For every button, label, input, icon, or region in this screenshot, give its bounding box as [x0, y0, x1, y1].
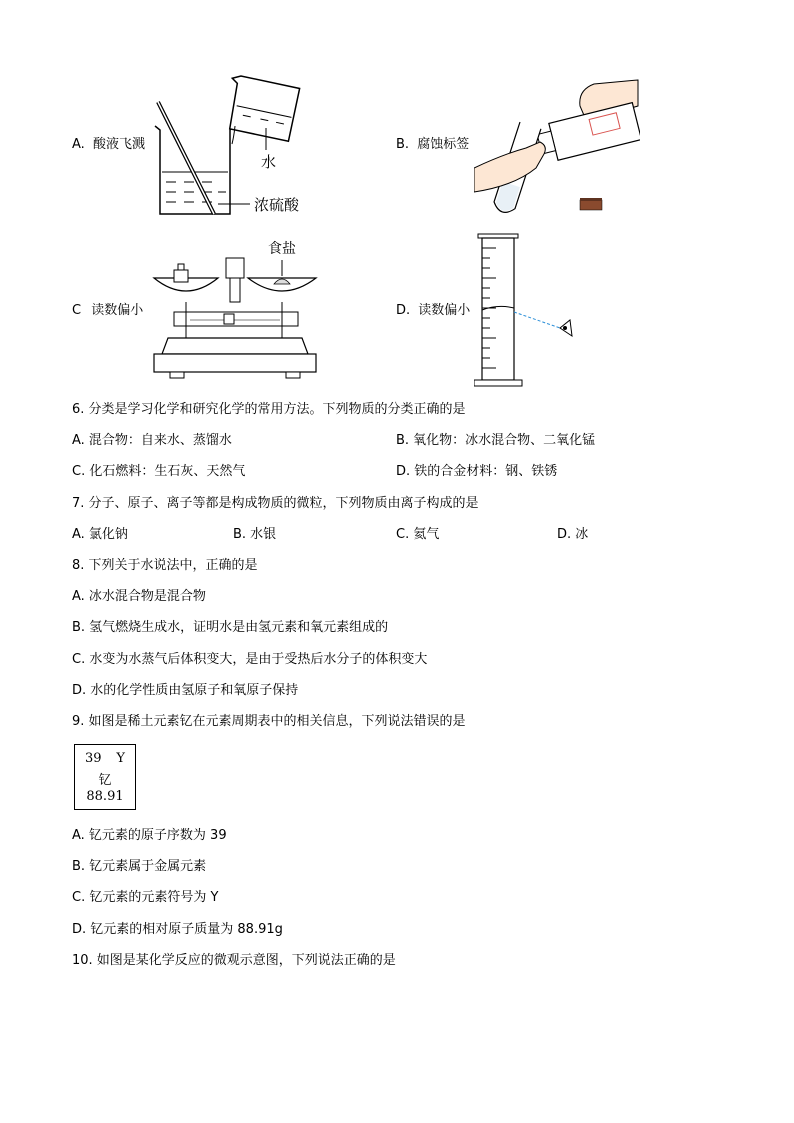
q5-option-b-text: 腐蚀标签 — [417, 137, 470, 152]
q8-option-d: D. 水的化学性质由氢原子和氧原子保持 — [72, 683, 299, 698]
q5-option-c-text: 读数偏小 — [91, 303, 144, 318]
q8-option-a: A. 冰水混合物是混合物 — [72, 589, 206, 604]
label-concentrated-sulfuric-acid: 浓硫酸 — [254, 196, 300, 214]
q6-option-d: D. 铁的合金材料：钢、铁锈 — [396, 464, 558, 479]
q6-option-a: A. 混合物：自来水、蒸馏水 — [72, 433, 232, 448]
q5-option-c-prefix: C — [72, 303, 82, 318]
q5-option-b — [396, 137, 469, 153]
q6-stem: 6. 分类是学习化学和研究化学的常用方法。下列物质的分类正确的是 — [72, 402, 466, 417]
q8-option-b: B. 氢气燃烧生成水，证明水是由氢元素和氧元素组成的 — [72, 620, 389, 635]
q7-option-b: B. 水银 — [233, 527, 277, 542]
q5-option-d-text: 读数偏小 — [418, 303, 471, 318]
q9-stem: 9. 如图是稀土元素钇在元素周期表中的相关信息，下列说法错误的是 — [72, 714, 466, 729]
atomic-mass: 88.91 — [86, 789, 124, 804]
q5-option-a-text: 酸液飞溅 — [92, 137, 145, 152]
q8-option-c: C. 水变为水蒸气后体积变大，是由于受热后水分子的体积变大 — [72, 652, 428, 667]
q9-option-a: A. 钇元素的原子序数为 39 — [72, 828, 227, 843]
q7-option-d: D. 冰 — [557, 527, 589, 542]
q5-option-c — [72, 303, 143, 319]
graduated-cylinder-figure — [474, 232, 584, 388]
q5-option-d — [396, 303, 470, 319]
q6-option-b: B. 氧化物：冰水混合物、二氧化锰 — [396, 433, 596, 448]
periodic-element-box — [74, 744, 136, 810]
pouring-reagent-figure — [474, 76, 640, 220]
q7-stem: 7. 分子、原子、离子等都是构成物质的微粒，下列物质由离子构成的是 — [72, 496, 479, 511]
q10-stem: 10. 如图是某化学反应的微观示意图，下列说法正确的是 — [72, 953, 396, 968]
element-name: 钇 — [98, 773, 112, 788]
q9-option-d: D. 钇元素的相对原子质量为 88.91g — [72, 922, 283, 937]
q5-option-a-prefix: A. — [72, 137, 85, 152]
element-symbol: Y — [116, 751, 125, 766]
label-salt: 食盐 — [268, 241, 296, 257]
q7-option-c: C. 氦气 — [396, 527, 440, 542]
balance-figure — [150, 242, 320, 382]
q8-stem: 8. 下列关于水说法中，正确的是 — [72, 558, 258, 573]
q6-option-c: C. 化石燃料：生石灰、天然气 — [72, 464, 246, 479]
q5-option-d-prefix: D. — [396, 303, 411, 318]
q5-option-b-prefix: B. — [396, 137, 410, 152]
q9-option-b: B. 钇元素属于金属元素 — [72, 859, 207, 874]
label-water: 水 — [261, 153, 277, 171]
q5-option-a — [72, 137, 145, 153]
q7-option-a: A. 氯化钠 — [72, 527, 128, 542]
q9-option-c: C. 钇元素的元素符号为 Y — [72, 890, 219, 905]
atomic-number: 39 — [85, 751, 102, 766]
